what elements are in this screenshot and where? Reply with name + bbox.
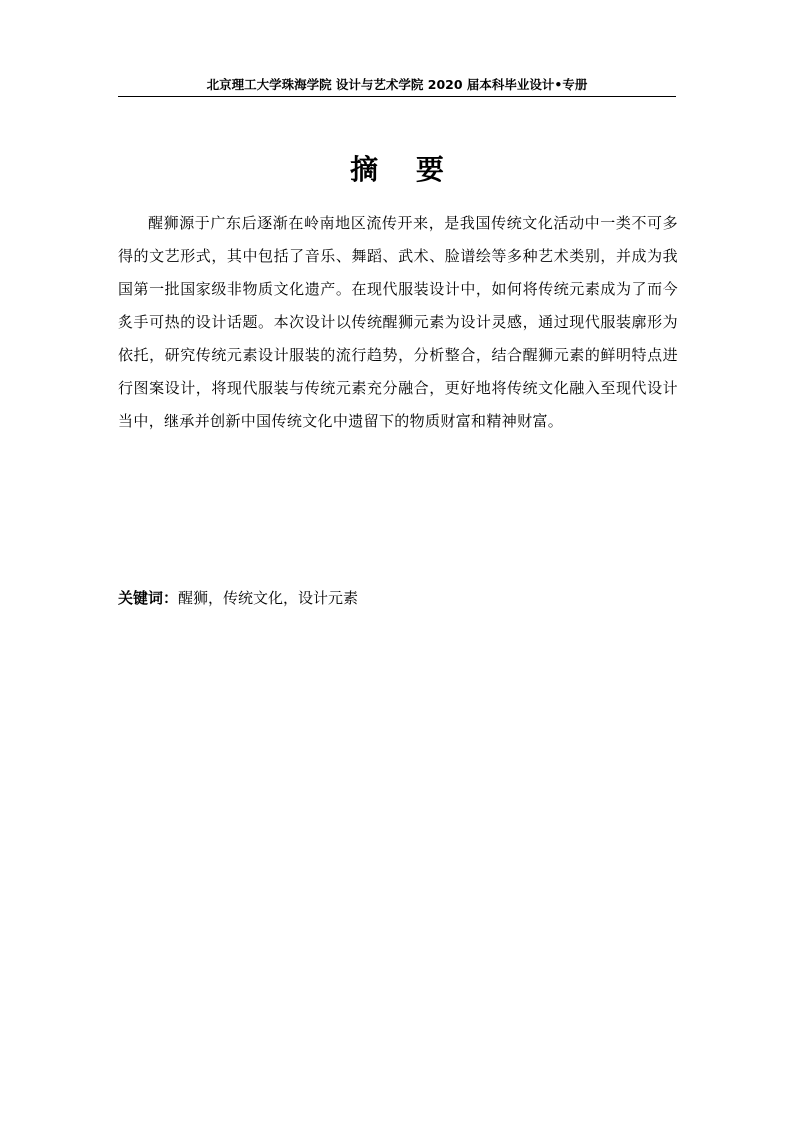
keywords-value: 醒狮，传统文化，设计元素	[178, 589, 359, 607]
keywords-line	[118, 583, 678, 613]
abstract-paragraph: 醒狮源于广东后逐渐在岭南地区流传开来，是我国传统文化活动中一类不可多得的文艺形式，其中包括了音乐、舞蹈、武术、脸谱绘等多种艺术类别，并成为我国第一批国家级非物质文化遗产。在现代服装设计中，如何将传统元素成为了而今炙手可热的设计话题。本次设计以传统醒狮元素为设计灵感，通过现代服装廓形为依托，研究传统元素设计服装的流行趋势，分析整合，结合醒狮元素的鲜明特点进行图案设计，将现代服装与传统元素充分融合，更好地将传统文化融入至现代设计当中，继承并创新中国传统文化中遗留下的物质财富和精神财富。	[118, 214, 678, 430]
header-text: 北京理工大学珠海学院 设计与艺术学院 2020 届本科毕业设计•专册	[206, 77, 588, 92]
page-title: 摘 要	[350, 153, 458, 186]
page-header	[118, 73, 676, 97]
keywords-label: 关键词：	[118, 589, 179, 607]
